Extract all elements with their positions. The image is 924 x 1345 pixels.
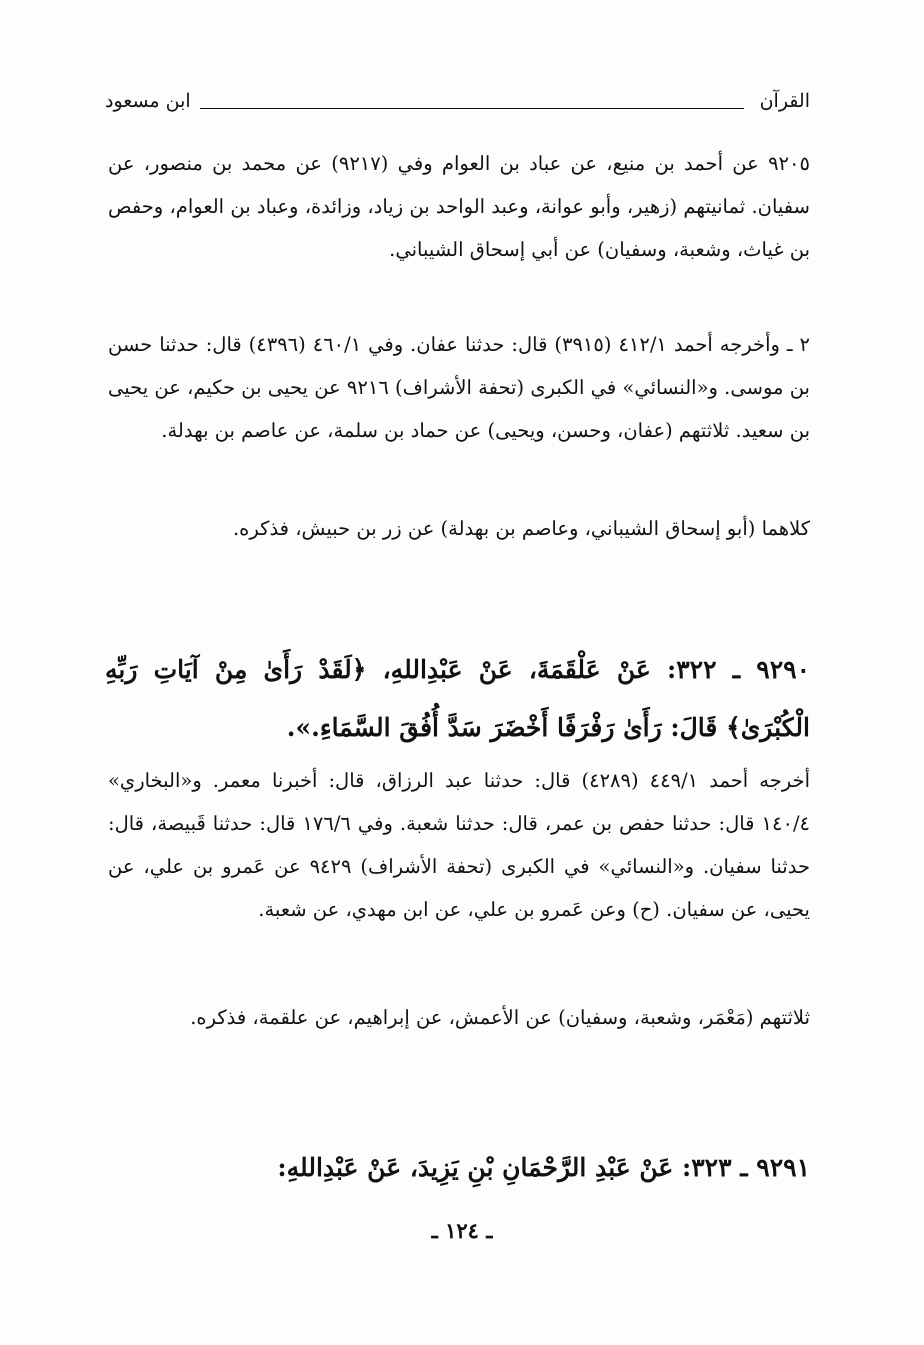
paragraph-takhrij-9290: أخرجه أحمد ٤٤٩/١ (٤٢٨٩) قال: حدثنا عبد الرزاق، قال: أخبرنا معمر. و«البخاري» ١٤٠/٤ قال: حدثنا حفص بن عمر، قال: حدثنا شعبة. وفي ١٧٦/٦ قال: حدثنا قَبيصة، قال: حدثنا سفيان. و«النسائي» في الكبرى (تحفة الأشراف) ٩٤٢٩ عن عَمرو بن علي، عن يحيى، عن سفيان. (ح) وعن عَمرو بن علي، عن ابن مهدي، عن شعبة. <box>108 769 811 921</box>
hadith-9290: ٩٢٩٠ ـ ٣٢٢: عَنْ عَلْقَمَةَ، عَنْ عَبْدِاللهِ، ﴿لَقَدْ رَأَىٰ مِنْ آيَاتِ رَبِّهِ الْكُبْرَىٰ﴾ قَالَ: رَأَىٰ رَفْرَفًا أَخْضَرَ سَدَّ أُفُقَ السَّمَاءِ.». <box>105 655 810 742</box>
hadith-9291: ٩٢٩١ ـ ٣٢٣: عَنْ عَبْدِ الرَّحْمَانِ بْنِ يَزِيدَ، عَنْ عَبْدِاللهِ: <box>277 1153 810 1182</box>
paragraph-conclusion: كلاهما (أبو إسحاق الشيباني، وعاصم بن بهدلة) عن زر بن حبيش، فذكره. <box>232 517 810 540</box>
page-number: ـ ١٢٤ ـ <box>431 1218 493 1243</box>
header-author: ابن مسعود <box>105 90 191 112</box>
header-rule <box>200 108 744 109</box>
paragraph-conclusion-9290: ثلاثتهم (مَعْمَر، وشعبة، وسفيان) عن الأعمش، عن إبراهيم، عن علقمة، فذكره. <box>190 1006 810 1029</box>
running-header <box>105 90 810 120</box>
paragraph-takhrij-continued: ٩٢٠٥ عن أحمد بن منيع، عن عباد بن العوام وفي (٩٢١٧) عن محمد بن منصور، عن سفيان. ثمانيتهم (زهير، وأبو عوانة، وعبد الواحد بن زياد، وزائدة، وعباد بن العوام، وحفص بن غياث، وشعبة، وسفيان) عن أبي إسحاق الشيباني. <box>108 152 810 261</box>
paragraph-takhrij-2: ٢ ـ وأخرجه أحمد ٤١٢/١ (٣٩١٥) قال: حدثنا عفان. وفي ٤٦٠/١ (٤٣٩٦) قال: حدثنا حسن بن موسى. و«النسائي» في الكبرى (تحفة الأشراف) ٩٢١٦ عن يحيى بن حكيم، عن يحيى بن سعيد. ثلاثتهم (عفان، وحسن، ويحيى) عن حماد بن سلمة، عن عاصم بن بهدلة. <box>108 333 810 442</box>
header-section-title: القرآن <box>759 90 810 112</box>
